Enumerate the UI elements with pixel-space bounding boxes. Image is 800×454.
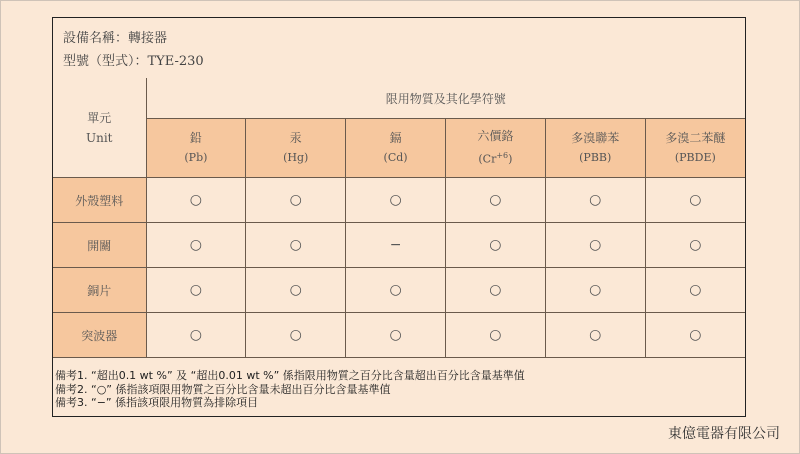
substance-name: 六價鉻 <box>477 129 514 144</box>
symbol-base: (Cr <box>478 152 497 166</box>
table-row <box>53 268 745 313</box>
compliance-mark: ○ <box>545 178 645 223</box>
substance-group-header: 限用物質及其化學符號 <box>146 78 745 119</box>
substance-symbol <box>446 146 545 170</box>
unit-label-zh: 單元 <box>87 110 112 125</box>
compliance-mark: ○ <box>445 223 545 268</box>
substance-name: 鉛 <box>189 131 202 145</box>
remark-line: 備考3. “−” 係指該項限用物質為排除項目 <box>55 396 259 409</box>
model-number: 型號（型式）：TYE-230 <box>63 54 204 69</box>
unit-label-en: Unit <box>85 130 113 145</box>
unit-name: 開關 <box>53 223 146 268</box>
substance-name: 汞 <box>289 131 302 145</box>
compliance-mark: ○ <box>645 178 745 223</box>
compliance-mark: ○ <box>545 223 645 268</box>
compliance-mark: ○ <box>146 223 246 268</box>
substance-header <box>445 119 545 178</box>
substance-symbol: (Hg) <box>283 151 309 164</box>
substance-header <box>146 119 246 178</box>
substance-name: 鎘 <box>389 131 402 145</box>
compliance-mark: ○ <box>346 313 446 358</box>
compliance-mark: ○ <box>346 178 446 223</box>
unit-name: 外殼塑料 <box>53 178 146 223</box>
document-header <box>53 18 745 79</box>
compliance-mark: ○ <box>146 268 246 313</box>
symbol-close: ) <box>508 152 513 166</box>
compliance-mark: ○ <box>445 268 545 313</box>
compliance-mark: ○ <box>346 268 446 313</box>
table-row <box>53 223 745 268</box>
compliance-mark: ○ <box>445 178 545 223</box>
substance-header <box>645 119 745 178</box>
compliance-mark: ○ <box>146 313 246 358</box>
remark-line: 備考2. “○” 係指該項限用物質之百分比含量未超出百分比含量基準值 <box>55 382 391 396</box>
rohs-declaration-frame <box>52 17 746 417</box>
substance-name: 多溴聯苯 <box>571 131 620 145</box>
unit-header <box>53 78 146 178</box>
substance-name: 多溴二苯醚 <box>665 131 726 145</box>
restricted-substance-table <box>53 78 745 358</box>
remark-line: 備考1. “超出0.1 wt %” 及 “超出0.01 wt %” 係指限用物質之百分比含量超出百分比含量基準值 <box>55 369 525 382</box>
substance-header <box>246 119 346 178</box>
compliance-mark: ○ <box>246 313 346 358</box>
compliance-mark: ○ <box>645 313 745 358</box>
device-name: 設備名稱：轉接器 <box>63 31 168 46</box>
compliance-mark: ○ <box>146 178 246 223</box>
compliance-mark: ○ <box>246 178 346 223</box>
compliance-mark: ○ <box>246 223 346 268</box>
unit-name: 銅片 <box>53 268 146 313</box>
compliance-mark: ○ <box>246 268 346 313</box>
company-name: 東億電器有限公司 <box>668 426 780 442</box>
compliance-mark: ○ <box>645 268 745 313</box>
substance-symbol: (Pb) <box>184 151 208 164</box>
table-row <box>53 178 745 223</box>
substance-symbol: (PBDE) <box>674 151 716 164</box>
compliance-mark: − <box>346 223 446 268</box>
substance-header <box>346 119 446 178</box>
remarks <box>55 369 525 410</box>
symbol-superscript: +6 <box>496 151 509 161</box>
substance-symbol: (Cd) <box>383 151 408 164</box>
compliance-mark: ○ <box>645 223 745 268</box>
unit-name: 突波器 <box>53 313 146 358</box>
substance-symbol: (PBB) <box>579 151 612 164</box>
compliance-mark: ○ <box>545 313 645 358</box>
substance-header <box>545 119 645 178</box>
compliance-mark: ○ <box>445 313 545 358</box>
compliance-mark: ○ <box>545 268 645 313</box>
table-row <box>53 313 745 358</box>
